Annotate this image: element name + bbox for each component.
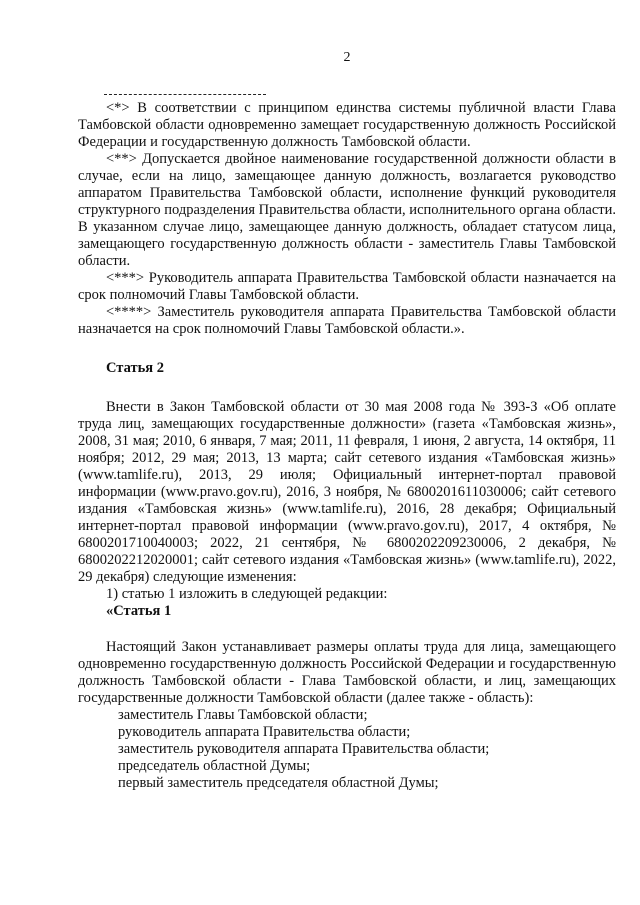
page-number: 2 xyxy=(343,50,351,65)
quoted-article-text: Настоящий Закон устанавливает размеры оплаты труда для лица, замещающего одновременно государственную должность Российской Федерации и государственную должность Тамбовской области - Глава Тамбовской области, и лиц, замещающих государственные должности Тамбовской области (далее также - область): xyxy=(78,639,616,706)
footnote-separator xyxy=(104,94,266,95)
position-item: заместитель Главы Тамбовской области; xyxy=(118,707,368,723)
position-item: руководитель аппарата Правительства области; xyxy=(118,724,411,740)
footnote-2: <**> Допускается двойное наименование государственной должности области в случае, если на лицо, замещающее данную должность, возлагается руководство аппаратом Правительства Тамбовской области, исполнение функций руководителя структурного подразделения Правительства области, исполнительного органа области. В указанном случае лицо, замещающее данную должность, обладает статусом лица, замещающего государственную должность области - заместитель Главы Тамбовской области. xyxy=(78,151,616,269)
page-content xyxy=(78,100,616,792)
footnote-3: <***> Руководитель аппарата Правительства Тамбовской области назначается на срок полномочий Главы Тамбовской области. xyxy=(78,270,616,303)
footnote-1: <*> В соответствии с принципом единства системы публичной власти Глава Тамбовской области одновременно замещает государственную должность Российской Федерации и государственную должность Тамбовской области. xyxy=(78,100,616,150)
position-item: заместитель руководителя аппарата Правительства области; xyxy=(118,741,490,757)
position-item: председатель областной Думы; xyxy=(118,758,311,774)
quoted-article-heading: «Статья 1 xyxy=(106,603,172,619)
change-item: 1) статью 1 изложить в следующей редакции: xyxy=(106,586,388,602)
footnote-4: <****> Заместитель руководителя аппарата Правительства Тамбовской области назначается на срок полномочий Главы Тамбовской области.». xyxy=(78,304,616,337)
article-intro: Внести в Закон Тамбовской области от 30 мая 2008 года № 393-З «Об оплате труда лиц, замещающих государственные должности» (газета «Тамбовская жизнь», 2008, 31 мая; 2010, 6 января, 7 мая; 2011, 11 февраля, 1 июня, 2 августа, 14 октября, 11 ноября; 2012, 29 мая; 2013, 13 марта; сайт сетевого издания «Тамбовская жизнь» (www.tamlife.ru), 2013, 29 июля; Официальный интернет-портал правовой информации (www.pravo.gov.ru), 2016, 3 ноября, № 6800201611030006; сайт сетевого издания «Тамбовская жизнь» (www.tamlife.ru), 2016, 28 декабря; Официальный интернет-портал правовой информации (www.pravo.gov.ru), 2017, 4 октября, № 6800201710040003; 2022, 21 сентября, № 6800202209230006, 2 декабря, № 6800202212020001; сайт сетевого издания «Тамбовская жизнь» (www.tamlife.ru), 2022, 29 декабря) следующие изменения: xyxy=(78,399,616,585)
position-item: первый заместитель председателя областной Думы; xyxy=(118,775,439,791)
article-heading: Статья 2 xyxy=(106,360,164,376)
document-page xyxy=(78,0,616,905)
